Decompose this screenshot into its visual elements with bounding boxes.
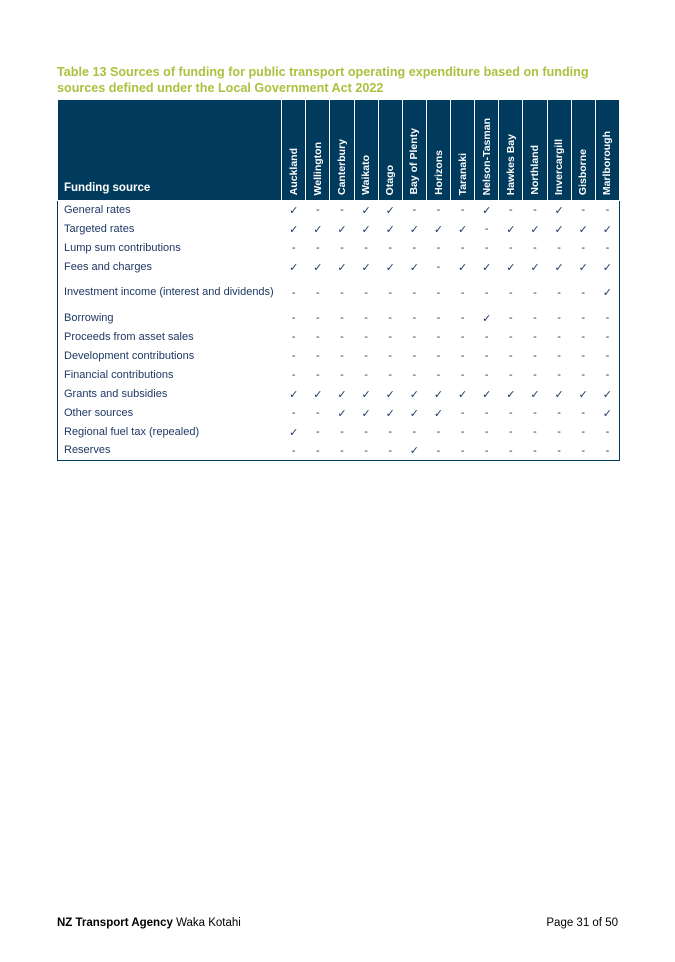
dash-cell: - bbox=[475, 404, 499, 423]
dash-cell: - bbox=[378, 423, 402, 442]
check-mark-icon: ✓ bbox=[402, 404, 426, 423]
dash-cell: - bbox=[451, 404, 475, 423]
dash-cell: - bbox=[451, 239, 475, 258]
header-region-label: Otago bbox=[384, 164, 397, 195]
check-mark-icon: ✓ bbox=[523, 385, 547, 404]
dash-cell: - bbox=[571, 239, 595, 258]
check-mark-icon: ✓ bbox=[354, 385, 378, 404]
check-mark-icon: ✓ bbox=[378, 385, 402, 404]
dash-cell: - bbox=[475, 423, 499, 442]
table-row bbox=[58, 423, 620, 442]
table-row bbox=[58, 404, 620, 423]
check-mark-icon: ✓ bbox=[378, 404, 402, 423]
dash-cell: - bbox=[282, 239, 306, 258]
dash-cell: - bbox=[499, 442, 523, 461]
dash-cell: - bbox=[354, 347, 378, 366]
header-region bbox=[475, 100, 499, 201]
dash-cell: - bbox=[306, 347, 330, 366]
check-mark-icon: ✓ bbox=[282, 220, 306, 239]
dash-cell: - bbox=[451, 328, 475, 347]
dash-cell: - bbox=[547, 309, 571, 328]
dash-cell: - bbox=[354, 309, 378, 328]
dash-cell: - bbox=[499, 423, 523, 442]
dash-cell: - bbox=[378, 366, 402, 385]
dash-cell: - bbox=[426, 309, 450, 328]
dash-cell: - bbox=[330, 277, 354, 309]
table-caption: Table 13 Sources of funding for public transport operating expenditure based on funding sources defined under the Local Government Act 2022 bbox=[57, 65, 589, 95]
dash-cell: - bbox=[451, 347, 475, 366]
dash-cell: - bbox=[402, 423, 426, 442]
header-region-label: Bay of Plenty bbox=[408, 128, 421, 195]
dash-cell: - bbox=[426, 442, 450, 461]
row-label: Development contributions bbox=[58, 347, 282, 366]
dash-cell: - bbox=[330, 328, 354, 347]
dash-cell: - bbox=[547, 347, 571, 366]
dash-cell: - bbox=[426, 366, 450, 385]
dash-cell: - bbox=[547, 404, 571, 423]
dash-cell: - bbox=[330, 442, 354, 461]
dash-cell: - bbox=[523, 442, 547, 461]
check-mark-icon: ✓ bbox=[354, 220, 378, 239]
check-mark-icon: ✓ bbox=[595, 220, 619, 239]
dash-cell: - bbox=[451, 442, 475, 461]
dash-cell: - bbox=[595, 201, 619, 220]
check-mark-icon: ✓ bbox=[595, 277, 619, 309]
table-row bbox=[58, 366, 620, 385]
dash-cell: - bbox=[354, 442, 378, 461]
row-label: Regional fuel tax (repealed) bbox=[58, 423, 282, 442]
dash-cell: - bbox=[547, 366, 571, 385]
check-mark-icon: ✓ bbox=[282, 385, 306, 404]
dash-cell: - bbox=[547, 442, 571, 461]
row-label: Financial contributions bbox=[58, 366, 282, 385]
dash-cell: - bbox=[451, 309, 475, 328]
dash-cell: - bbox=[499, 277, 523, 309]
dash-cell: - bbox=[378, 442, 402, 461]
check-mark-icon: ✓ bbox=[330, 385, 354, 404]
header-region bbox=[451, 100, 475, 201]
check-mark-icon: ✓ bbox=[330, 258, 354, 277]
dash-cell: - bbox=[426, 328, 450, 347]
dash-cell: - bbox=[354, 366, 378, 385]
dash-cell: - bbox=[282, 277, 306, 309]
dash-cell: - bbox=[523, 328, 547, 347]
dash-cell: - bbox=[523, 423, 547, 442]
dash-cell: - bbox=[475, 347, 499, 366]
dash-cell: - bbox=[426, 239, 450, 258]
dash-cell: - bbox=[306, 309, 330, 328]
dash-cell: - bbox=[595, 423, 619, 442]
dash-cell: - bbox=[282, 404, 306, 423]
dash-cell: - bbox=[499, 328, 523, 347]
table-row bbox=[58, 277, 620, 309]
header-region-label: Northland bbox=[529, 145, 541, 195]
dash-cell: - bbox=[426, 347, 450, 366]
row-label: Borrowing bbox=[58, 309, 282, 328]
dash-cell: - bbox=[571, 328, 595, 347]
dash-cell: - bbox=[426, 258, 450, 277]
dash-cell: - bbox=[523, 347, 547, 366]
check-mark-icon: ✓ bbox=[547, 258, 571, 277]
header-region bbox=[426, 100, 450, 201]
dash-cell: - bbox=[571, 347, 595, 366]
header-region-label: Gisborne bbox=[577, 148, 590, 195]
check-mark-icon: ✓ bbox=[451, 385, 475, 404]
dash-cell: - bbox=[306, 442, 330, 461]
dash-cell: - bbox=[330, 347, 354, 366]
dash-cell: - bbox=[402, 239, 426, 258]
check-mark-icon: ✓ bbox=[354, 258, 378, 277]
check-mark-icon: ✓ bbox=[499, 385, 523, 404]
check-mark-icon: ✓ bbox=[499, 220, 523, 239]
dash-cell: - bbox=[595, 239, 619, 258]
check-mark-icon: ✓ bbox=[402, 220, 426, 239]
dash-cell: - bbox=[354, 423, 378, 442]
check-mark-icon: ✓ bbox=[378, 201, 402, 220]
dash-cell: - bbox=[451, 423, 475, 442]
check-mark-icon: ✓ bbox=[451, 220, 475, 239]
table-header-row bbox=[58, 100, 620, 201]
dash-cell: - bbox=[306, 277, 330, 309]
check-mark-icon: ✓ bbox=[571, 258, 595, 277]
row-label: Reserves bbox=[58, 442, 282, 461]
dash-cell: - bbox=[354, 277, 378, 309]
dash-cell: - bbox=[402, 366, 426, 385]
dash-cell: - bbox=[547, 328, 571, 347]
table-row bbox=[58, 442, 620, 461]
row-label: Other sources bbox=[58, 404, 282, 423]
check-mark-icon: ✓ bbox=[402, 385, 426, 404]
row-label: General rates bbox=[58, 201, 282, 220]
row-label: Lump sum contributions bbox=[58, 239, 282, 258]
dash-cell: - bbox=[330, 423, 354, 442]
header-region-label: Taranaki bbox=[456, 152, 469, 195]
table-row bbox=[58, 385, 620, 404]
check-mark-icon: ✓ bbox=[595, 385, 619, 404]
check-mark-icon: ✓ bbox=[475, 258, 499, 277]
header-region bbox=[378, 100, 402, 201]
dash-cell: - bbox=[282, 347, 306, 366]
dash-cell: - bbox=[571, 423, 595, 442]
header-region-label: Hawkes Bay bbox=[504, 133, 517, 195]
header-region-label: Nelson-Tasman bbox=[480, 117, 493, 195]
dash-cell: - bbox=[306, 366, 330, 385]
dash-cell: - bbox=[523, 239, 547, 258]
check-mark-icon: ✓ bbox=[571, 385, 595, 404]
dash-cell: - bbox=[402, 277, 426, 309]
dash-cell: - bbox=[475, 328, 499, 347]
header-region-label: Invercargill bbox=[553, 138, 566, 195]
check-mark-icon: ✓ bbox=[475, 201, 499, 220]
table-row bbox=[58, 309, 620, 328]
table-body bbox=[58, 201, 620, 461]
check-mark-icon: ✓ bbox=[306, 385, 330, 404]
dash-cell: - bbox=[475, 277, 499, 309]
check-mark-icon: ✓ bbox=[547, 385, 571, 404]
dash-cell: - bbox=[402, 328, 426, 347]
dash-cell: - bbox=[475, 442, 499, 461]
dash-cell: - bbox=[523, 201, 547, 220]
footer-page-number: Page 31 of 50 bbox=[546, 917, 618, 929]
dash-cell: - bbox=[282, 442, 306, 461]
dash-cell: - bbox=[451, 201, 475, 220]
dash-cell: - bbox=[499, 347, 523, 366]
dash-cell: - bbox=[354, 239, 378, 258]
header-region-label: Canterbury bbox=[336, 138, 348, 195]
check-mark-icon: ✓ bbox=[354, 404, 378, 423]
row-label: Proceeds from asset sales bbox=[58, 328, 282, 347]
dash-cell: - bbox=[306, 423, 330, 442]
dash-cell: - bbox=[499, 366, 523, 385]
header-region bbox=[595, 100, 619, 201]
row-label: Targeted rates bbox=[58, 220, 282, 239]
dash-cell: - bbox=[402, 309, 426, 328]
dash-cell: - bbox=[547, 277, 571, 309]
dash-cell: - bbox=[306, 201, 330, 220]
header-funding-source: Funding source bbox=[58, 100, 282, 201]
check-mark-icon: ✓ bbox=[523, 258, 547, 277]
header-region bbox=[499, 100, 523, 201]
dash-cell: - bbox=[378, 277, 402, 309]
footer-org-rest: Waka Kotahi bbox=[172, 917, 241, 929]
dash-cell: - bbox=[378, 309, 402, 328]
dash-cell: - bbox=[595, 442, 619, 461]
check-mark-icon: ✓ bbox=[426, 220, 450, 239]
row-label: Fees and charges bbox=[58, 258, 282, 277]
check-mark-icon: ✓ bbox=[499, 258, 523, 277]
dash-cell: - bbox=[547, 239, 571, 258]
dash-cell: - bbox=[571, 404, 595, 423]
header-region-label: Waikato bbox=[360, 155, 373, 195]
dash-cell: - bbox=[475, 366, 499, 385]
dash-cell: - bbox=[571, 277, 595, 309]
dash-cell: - bbox=[571, 366, 595, 385]
header-region bbox=[306, 100, 330, 201]
check-mark-icon: ✓ bbox=[523, 220, 547, 239]
dash-cell: - bbox=[378, 347, 402, 366]
header-region bbox=[571, 100, 595, 201]
check-mark-icon: ✓ bbox=[306, 220, 330, 239]
header-region bbox=[547, 100, 571, 201]
check-mark-icon: ✓ bbox=[595, 258, 619, 277]
check-mark-icon: ✓ bbox=[426, 404, 450, 423]
dash-cell: - bbox=[426, 277, 450, 309]
check-mark-icon: ✓ bbox=[595, 404, 619, 423]
header-region-label: Marlborough bbox=[601, 130, 614, 195]
dash-cell: - bbox=[499, 404, 523, 423]
row-label: Investment income (interest and dividends) bbox=[58, 277, 282, 309]
table-row bbox=[58, 328, 620, 347]
dash-cell: - bbox=[475, 239, 499, 258]
header-region-label: Horizons bbox=[432, 150, 445, 195]
dash-cell: - bbox=[426, 201, 450, 220]
dash-cell: - bbox=[595, 366, 619, 385]
dash-cell: - bbox=[499, 239, 523, 258]
dash-cell: - bbox=[523, 309, 547, 328]
footer-org-bold: NZ Transport Agency bbox=[57, 917, 173, 929]
check-mark-icon: ✓ bbox=[282, 201, 306, 220]
dash-cell: - bbox=[595, 328, 619, 347]
dash-cell: - bbox=[306, 328, 330, 347]
check-mark-icon: ✓ bbox=[330, 404, 354, 423]
check-mark-icon: ✓ bbox=[547, 220, 571, 239]
dash-cell: - bbox=[378, 239, 402, 258]
check-mark-icon: ✓ bbox=[402, 258, 426, 277]
dash-cell: - bbox=[402, 347, 426, 366]
check-mark-icon: ✓ bbox=[475, 309, 499, 328]
dash-cell: - bbox=[571, 309, 595, 328]
table-row bbox=[58, 347, 620, 366]
funding-sources-table bbox=[57, 99, 620, 461]
table-row bbox=[58, 258, 620, 277]
dash-cell: - bbox=[571, 201, 595, 220]
check-mark-icon: ✓ bbox=[475, 385, 499, 404]
dash-cell: - bbox=[451, 366, 475, 385]
dash-cell: - bbox=[282, 328, 306, 347]
dash-cell: - bbox=[475, 220, 499, 239]
dash-cell: - bbox=[306, 239, 330, 258]
table-row bbox=[58, 220, 620, 239]
dash-cell: - bbox=[282, 309, 306, 328]
header-region-label: Wellington bbox=[311, 141, 324, 195]
check-mark-icon: ✓ bbox=[378, 220, 402, 239]
dash-cell: - bbox=[595, 347, 619, 366]
row-label: Grants and subsidies bbox=[58, 385, 282, 404]
dash-cell: - bbox=[378, 328, 402, 347]
table-row bbox=[58, 201, 620, 220]
dash-cell: - bbox=[523, 277, 547, 309]
dash-cell: - bbox=[306, 404, 330, 423]
check-mark-icon: ✓ bbox=[306, 258, 330, 277]
header-region bbox=[330, 100, 354, 201]
dash-cell: - bbox=[547, 423, 571, 442]
dash-cell: - bbox=[523, 404, 547, 423]
dash-cell: - bbox=[523, 366, 547, 385]
check-mark-icon: ✓ bbox=[451, 258, 475, 277]
dash-cell: - bbox=[330, 201, 354, 220]
check-mark-icon: ✓ bbox=[426, 385, 450, 404]
dash-cell: - bbox=[595, 309, 619, 328]
dash-cell: - bbox=[330, 309, 354, 328]
check-mark-icon: ✓ bbox=[571, 220, 595, 239]
check-mark-icon: ✓ bbox=[378, 258, 402, 277]
check-mark-icon: ✓ bbox=[330, 220, 354, 239]
header-region bbox=[282, 100, 306, 201]
check-mark-icon: ✓ bbox=[282, 258, 306, 277]
check-mark-icon: ✓ bbox=[282, 423, 306, 442]
dash-cell: - bbox=[571, 442, 595, 461]
header-region bbox=[402, 100, 426, 201]
footer-organisation bbox=[57, 917, 241, 929]
dash-cell: - bbox=[426, 423, 450, 442]
check-mark-icon: ✓ bbox=[354, 201, 378, 220]
dash-cell: - bbox=[499, 309, 523, 328]
dash-cell: - bbox=[451, 277, 475, 309]
header-region bbox=[523, 100, 547, 201]
check-mark-icon: ✓ bbox=[547, 201, 571, 220]
check-mark-icon: ✓ bbox=[402, 442, 426, 461]
dash-cell: - bbox=[282, 366, 306, 385]
dash-cell: - bbox=[354, 328, 378, 347]
header-region-label: Auckland bbox=[287, 147, 300, 195]
table-row bbox=[58, 239, 620, 258]
dash-cell: - bbox=[330, 366, 354, 385]
dash-cell: - bbox=[402, 201, 426, 220]
dash-cell: - bbox=[499, 201, 523, 220]
dash-cell: - bbox=[330, 239, 354, 258]
header-region bbox=[354, 100, 378, 201]
